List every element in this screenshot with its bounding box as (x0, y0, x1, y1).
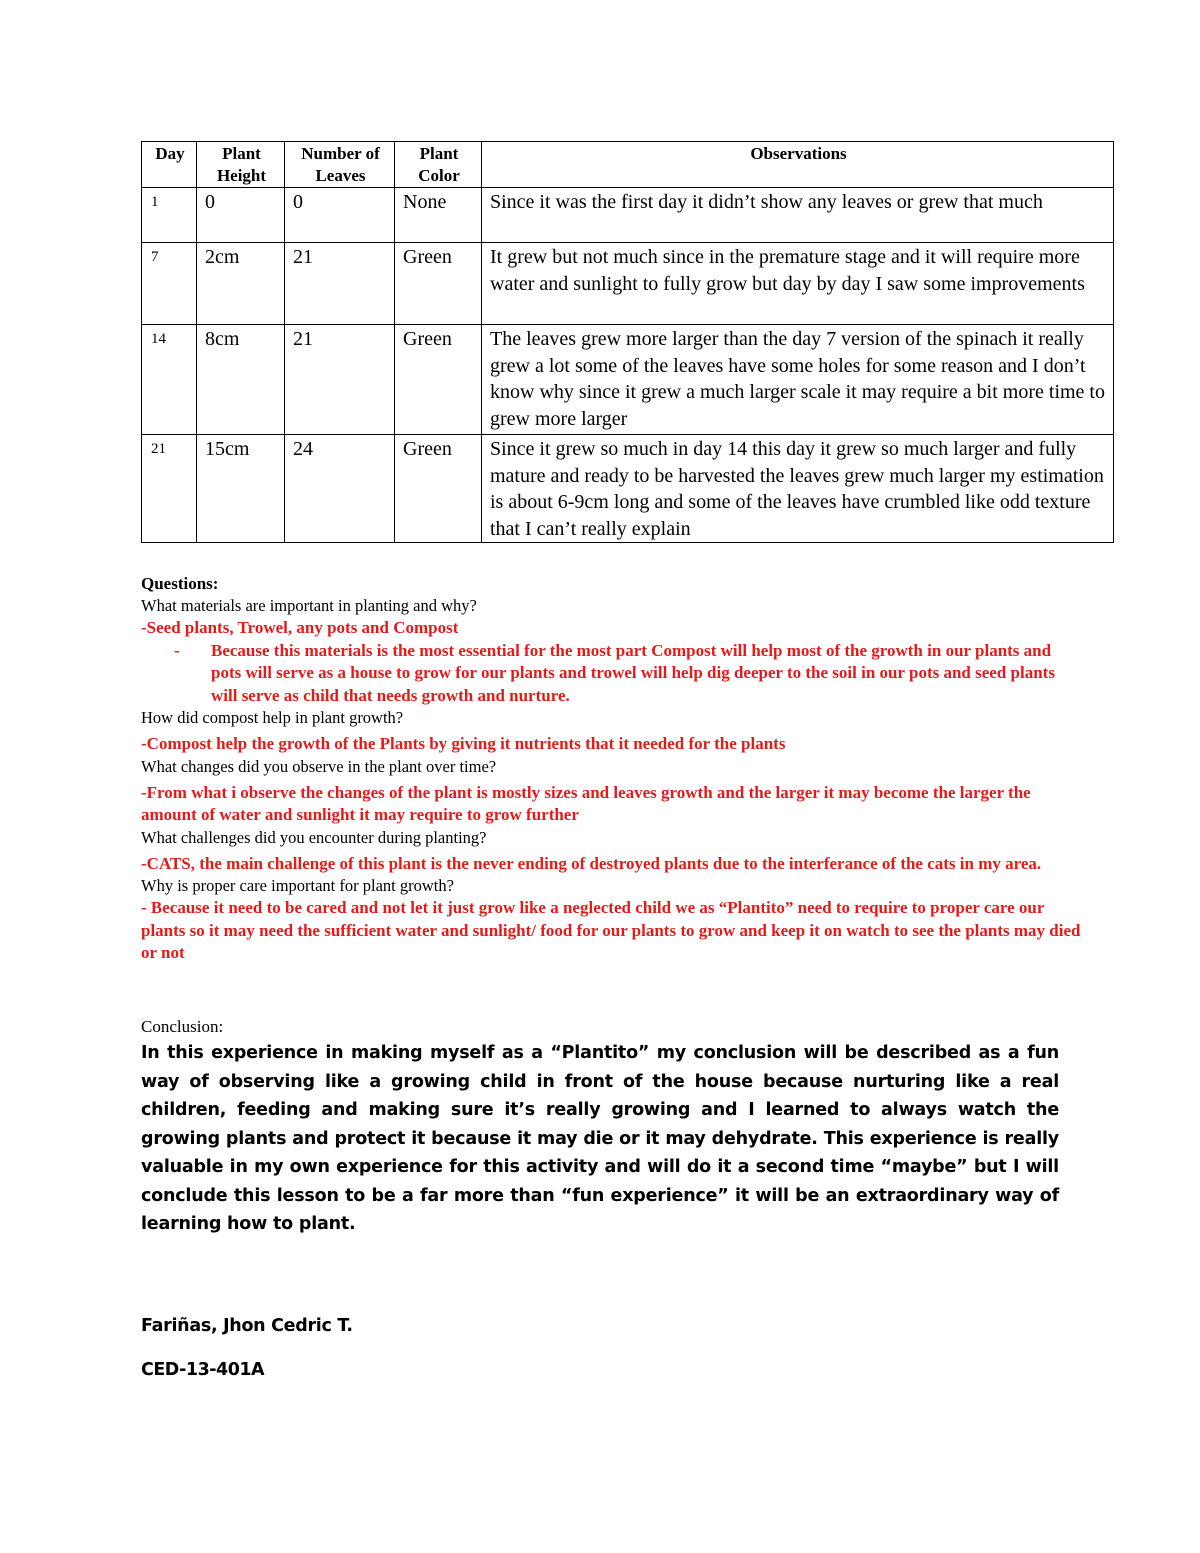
question-3: What changes did you observe in the plant over time? (141, 756, 497, 776)
cell-observations: Since it was the first day it didn’t show any leaves or grew that much (482, 188, 1114, 243)
question-4: What challenges did you encounter during planting? (141, 827, 487, 847)
question-1: What materials are important in planting and why? (141, 596, 477, 615)
questions-section (141, 573, 1081, 965)
header-plant-height: Plant Height (197, 142, 285, 188)
cell-leaves: 21 (285, 243, 395, 325)
cell-day: 21 (142, 435, 197, 543)
answer-3: -From what i observe the changes of the plant is mostly sizes and leaves growth and the larger it may become the larger the amount of water and sunlight it may require to grow further (141, 782, 1031, 824)
author-name: Fariñas, Jhon Cedric T. (141, 1316, 353, 1336)
conclusion-label: Conclusion: (141, 1017, 224, 1036)
question-2: How did compost help in plant growth? (141, 708, 404, 727)
answer-2: -Compost help the growth of the Plants by giving it nutrients that it needed for the plants (141, 734, 786, 753)
question-5: Why is proper care important for plant growth? (141, 876, 454, 895)
header-observations: Observations (482, 142, 1114, 188)
cell-color: Green (395, 435, 482, 543)
answer-4: -CATS, the main challenge of this plant is the never ending of destroyed plants due to the interferance of the cats in my area. (141, 853, 1042, 873)
cell-observations: It grew but not much since in the premature stage and it will require more water and sunlight to fully grow but day by day I saw some improvements (482, 243, 1114, 325)
table-header-row (142, 142, 1114, 188)
table-row (142, 435, 1114, 543)
cell-day: 7 (142, 243, 197, 325)
header-day: Day (142, 142, 197, 188)
cell-day: 14 (142, 325, 197, 435)
cell-observations: Since it grew so much in day 14 this day it grew so much larger and fully mature and ready to be harvested the leaves grew much larger my estimation is about 6-9cm long and some of the leaves have crumbled like odd texture that I can’t really explain (482, 435, 1114, 543)
cell-color: Green (395, 325, 482, 435)
conclusion-text: In this experience in making myself as a “Plantito” my conclusion will be described as a fun way of observing like a growing child in front of the house because nurturing like a real children, feeding and making sure it’s really growing and I learned to always watch the growing plants and protect it because it may die or it may dehydrate. This experience is really valuable in my own experience for this activity and will do it a second time “maybe” but I will conclude this lesson to be a far more than “fun experience” it will be an extraordinary way of learning how to plant. (141, 1043, 1059, 1234)
table-row (142, 325, 1114, 435)
cell-height: 8cm (197, 325, 285, 435)
header-plant-color: Plant Color (395, 142, 482, 188)
answer-1: -Seed plants, Trowel, any pots and Compost (141, 618, 459, 637)
cell-color: Green (395, 243, 482, 325)
bullet-dash: - (174, 640, 180, 660)
table-row (142, 188, 1114, 243)
cell-leaves: 24 (285, 435, 395, 543)
cell-height: 15cm (197, 435, 285, 543)
answer-1-bullet (141, 640, 1081, 708)
cell-leaves: 21 (285, 325, 395, 435)
cell-color: None (395, 188, 482, 243)
header-number-of-leaves: Number of Leaves (285, 142, 395, 188)
answer-1-bullet-text: Because this materials is the most essential for the most part Compost will help most of the growth in our plants and pots will serve as a house to grow for our plants and trowel will help dig deeper to the soil in our pots and seed plants will serve as child that needs growth and nurture. (211, 640, 1055, 705)
cell-observations: The leaves grew more larger than the day 7 version of the spinach it really grew a lot some of the leaves have some holes for some reason and I don’t know why since it grew a much larger scale it may require a bit more time to grew more larger (482, 325, 1114, 435)
table-row (142, 243, 1114, 325)
questions-heading: Questions: (141, 574, 219, 593)
cell-height: 0 (197, 188, 285, 243)
cell-day: 1 (142, 188, 197, 243)
answer-5: - Because it need to be cared and not let it just grow like a neglected child we as “Plantito” need to require to proper care our plants so it may need the sufficient water and sunlight/ food for our plants to grow and keep it on watch to see the plants may died or not (141, 898, 1081, 962)
cell-leaves: 0 (285, 188, 395, 243)
observation-table (141, 141, 1114, 543)
cell-height: 2cm (197, 243, 285, 325)
author-section: CED-13-401A (141, 1360, 265, 1380)
